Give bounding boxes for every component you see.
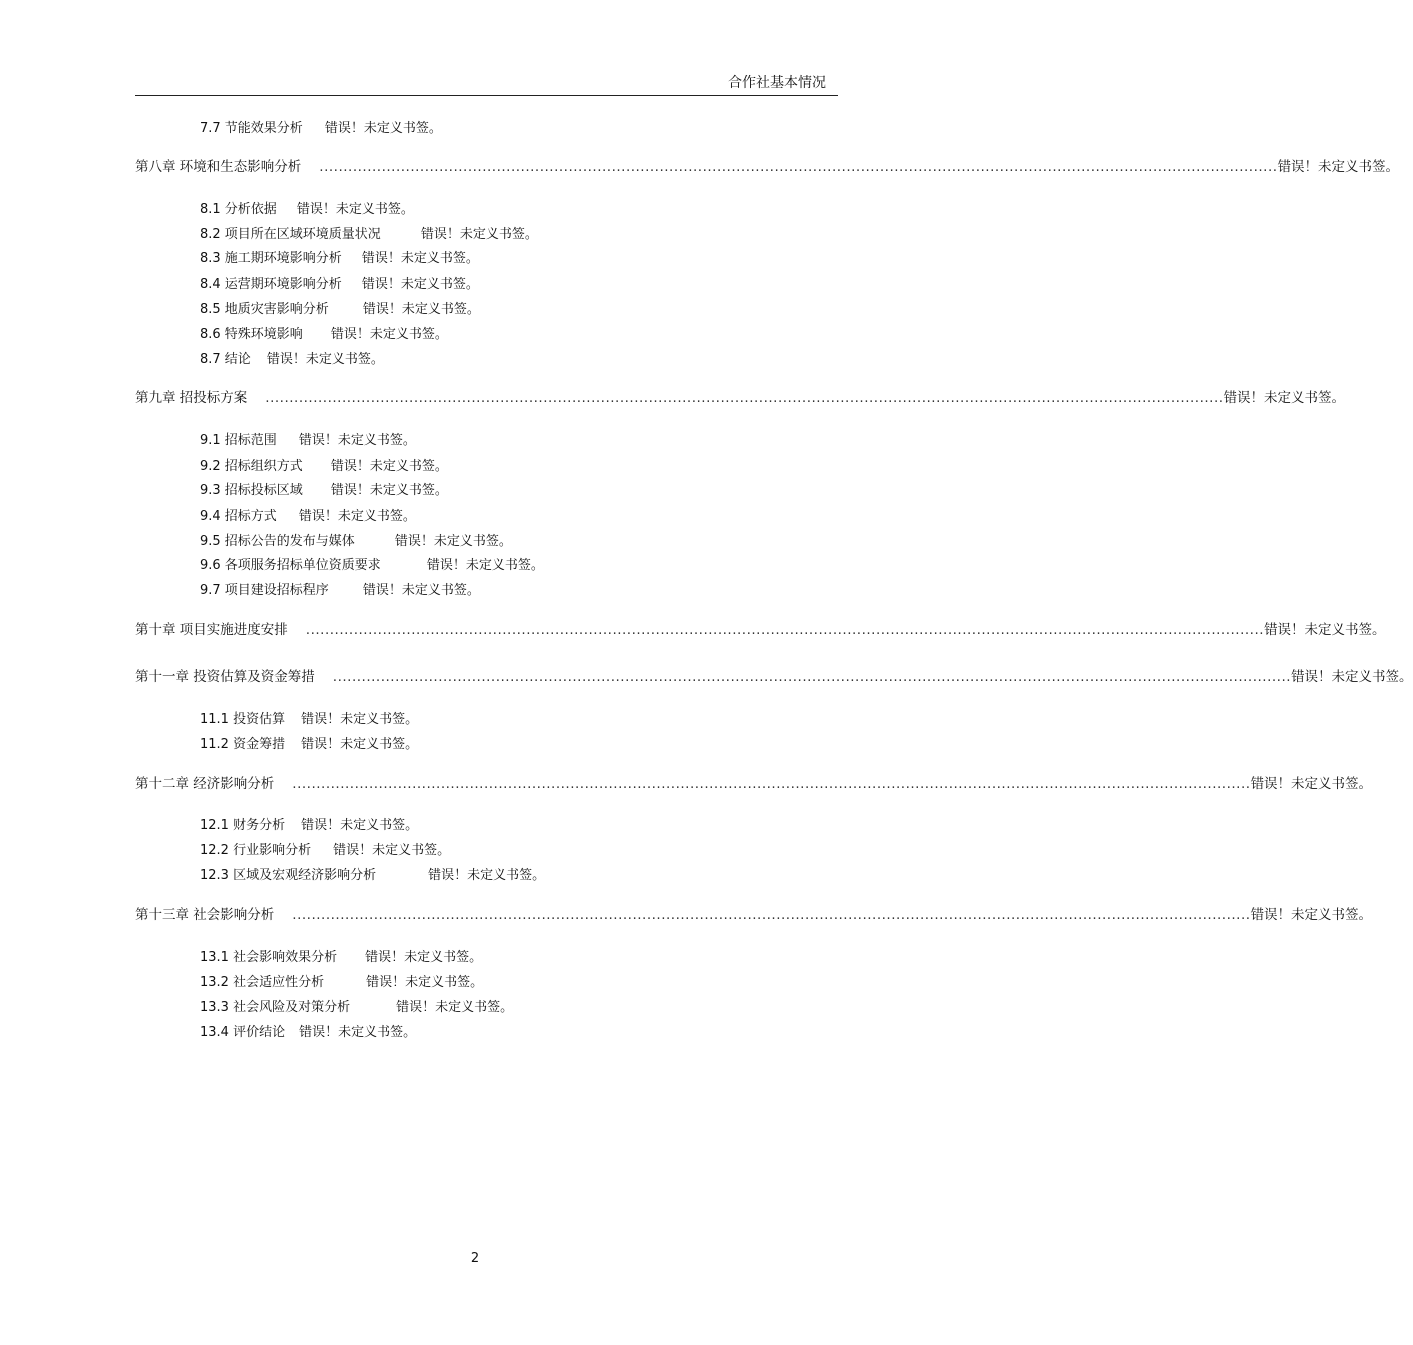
toc-dot-leader: ........................................................................................................................................................................................................ [265, 390, 1224, 406]
toc-dot-leader: ........................................................................................................................................................................................................ [305, 622, 1265, 638]
toc-entry-label: 第十二章 经济影响分析 [135, 776, 275, 792]
toc-entry-label: 13.3 社会风险及对策分析 [200, 1000, 351, 1015]
toc-entry-label: 11.1 投资估算 [200, 712, 286, 727]
toc-entry-label: 第十章 项目实施进度安排 [135, 622, 288, 638]
toc-section-entry[interactable] [200, 818, 418, 834]
toc-dot-leader: ........................................................................................................................................................................................................ [319, 159, 1278, 175]
page-number: 2 [470, 1251, 480, 1266]
toc-entry-label: 8.5 地质灾害影响分析 [200, 302, 329, 317]
toc-entry-error: 错误！未定义书签。 [298, 509, 416, 524]
toc-section-entry[interactable] [200, 509, 416, 525]
toc-entry-error: 错误！未定义书签。 [361, 277, 479, 292]
toc-section-entry[interactable] [200, 950, 482, 966]
toc-entry-error: 错误！未定义书签。 [394, 534, 512, 549]
toc-entry-error: 错误！未定义书签。 [330, 459, 448, 474]
toc-entry-label: 9.7 项目建设招标程序 [200, 583, 329, 598]
toc-entry-label: 11.2 资金筹措 [200, 737, 286, 752]
toc-section-entry[interactable] [200, 583, 480, 599]
page-header [135, 64, 838, 96]
toc-entry-error: 错误！未定义书签。 [426, 558, 544, 573]
toc-entry-error: 错误！未定义书签。 [1223, 390, 1346, 406]
toc-section-entry[interactable] [200, 843, 450, 859]
toc-entry-error: 错误！未定义书签。 [362, 302, 480, 317]
toc-entry-label: 8.4 运营期环境影响分析 [200, 277, 342, 292]
toc-section-entry[interactable] [200, 227, 538, 243]
toc-section-entry[interactable] [200, 121, 442, 137]
toc-entry-error: 错误！未定义书签。 [1250, 776, 1373, 792]
toc-entry-label: 8.1 分析依据 [200, 202, 277, 217]
toc-section-entry[interactable] [200, 558, 544, 574]
toc-section-entry[interactable] [200, 459, 448, 475]
toc-section-entry[interactable] [200, 1000, 513, 1016]
toc-entry-label: 7.7 节能效果分析 [200, 121, 303, 136]
toc-entry-label: 12.1 财务分析 [200, 818, 286, 833]
toc-chapter-entry[interactable] [135, 390, 1346, 406]
toc-section-entry[interactable] [200, 975, 483, 991]
toc-entry-label: 13.1 社会影响效果分析 [200, 950, 338, 965]
toc-entry-error: 错误！未定义书签。 [362, 583, 480, 598]
toc-entry-error: 错误！未定义书签。 [428, 868, 546, 883]
toc-entry-error: 错误！未定义书签。 [299, 1025, 417, 1040]
toc-entry-label: 9.6 各项服务招标单位资质要求 [200, 558, 381, 573]
toc-entry-label: 8.7 结论 [200, 352, 251, 367]
toc-entry-label: 13.2 社会适应性分析 [200, 975, 325, 990]
toc-entry-error: 错误！未定义书签。 [365, 950, 483, 965]
toc-entry-label: 第九章 招投标方案 [135, 390, 248, 406]
toc-section-entry[interactable] [200, 712, 418, 728]
toc-entry-label: 8.6 特殊环境影响 [200, 327, 303, 342]
toc-entry-error: 错误！未定义书签。 [296, 202, 414, 217]
toc-entry-error: 错误！未定义书签。 [298, 433, 416, 448]
toc-entry-error: 错误！未定义书签。 [324, 121, 442, 136]
toc-entry-label: 12.2 行业影响分析 [200, 843, 312, 858]
toc-entry-error: 错误！未定义书签。 [1277, 159, 1400, 175]
toc-dot-leader: ........................................................................................................................................................................................................ [292, 907, 1251, 923]
toc-entry-label: 9.4 招标方式 [200, 509, 277, 524]
toc-section-entry[interactable] [200, 1025, 416, 1041]
toc-entry-label: 9.5 招标公告的发布与媒体 [200, 534, 355, 549]
toc-entry-error: 错误！未定义书签。 [301, 712, 419, 727]
toc-section-entry[interactable] [200, 737, 418, 753]
toc-entry-label: 9.1 招标范围 [200, 433, 277, 448]
toc-dot-leader: ........................................................................................................................................................................................................ [292, 776, 1251, 792]
toc-entry-error: 错误！未定义书签。 [396, 1000, 514, 1015]
toc-entry-error: 错误！未定义书签。 [301, 818, 419, 833]
toc-entry-error: 错误！未定义书签。 [266, 352, 384, 367]
toc-entry-error: 错误！未定义书签。 [1250, 907, 1373, 923]
toc-section-entry[interactable] [200, 251, 479, 267]
toc-section-entry[interactable] [200, 868, 545, 884]
toc-section-entry[interactable] [200, 534, 512, 550]
toc-section-entry[interactable] [200, 277, 479, 293]
toc-chapter-entry[interactable] [135, 907, 1373, 923]
toc-entry-label: 8.3 施工期环境影响分析 [200, 251, 342, 266]
toc-section-entry[interactable] [200, 352, 384, 368]
toc-chapter-entry[interactable] [135, 669, 1413, 685]
toc-entry-label: 8.2 项目所在区域环境质量状况 [200, 227, 381, 242]
toc-entry-label: 第八章 环境和生态影响分析 [135, 159, 302, 175]
toc-section-entry[interactable] [200, 483, 448, 499]
toc-entry-error: 错误！未定义书签。 [330, 483, 448, 498]
toc-entry-label: 9.2 招标组织方式 [200, 459, 303, 474]
toc-entry-error: 错误！未定义书签。 [330, 327, 448, 342]
toc-entry-label: 9.3 招标投标区域 [200, 483, 303, 498]
header-title: 合作社基本情况 [728, 75, 826, 91]
toc-entry-error: 错误！未定义书签。 [1291, 669, 1413, 685]
toc-entry-label: 13.4 评价结论 [200, 1025, 286, 1040]
toc-entry-error: 错误！未定义书签。 [420, 227, 538, 242]
toc-entry-label: 第十三章 社会影响分析 [135, 907, 275, 923]
toc-section-entry[interactable] [200, 433, 416, 449]
toc-entry-error: 错误！未定义书签。 [301, 737, 419, 752]
toc-entry-error: 错误！未定义书签。 [333, 843, 451, 858]
toc-dot-leader: ........................................................................................................................................................................................................ [332, 669, 1292, 685]
toc-section-entry[interactable] [200, 202, 414, 218]
toc-entry-label: 12.3 区域及宏观经济影响分析 [200, 868, 377, 883]
toc-chapter-entry[interactable] [135, 622, 1386, 638]
toc-entry-label: 第十一章 投资估算及资金筹措 [135, 669, 315, 685]
toc-chapter-entry[interactable] [135, 776, 1373, 792]
toc-entry-error: 错误！未定义书签。 [366, 975, 484, 990]
toc-entry-error: 错误！未定义书签。 [1264, 622, 1386, 638]
toc-section-entry[interactable] [200, 327, 448, 343]
toc-entry-error: 错误！未定义书签。 [361, 251, 479, 266]
toc-chapter-entry[interactable] [135, 159, 1400, 175]
toc-section-entry[interactable] [200, 302, 480, 318]
